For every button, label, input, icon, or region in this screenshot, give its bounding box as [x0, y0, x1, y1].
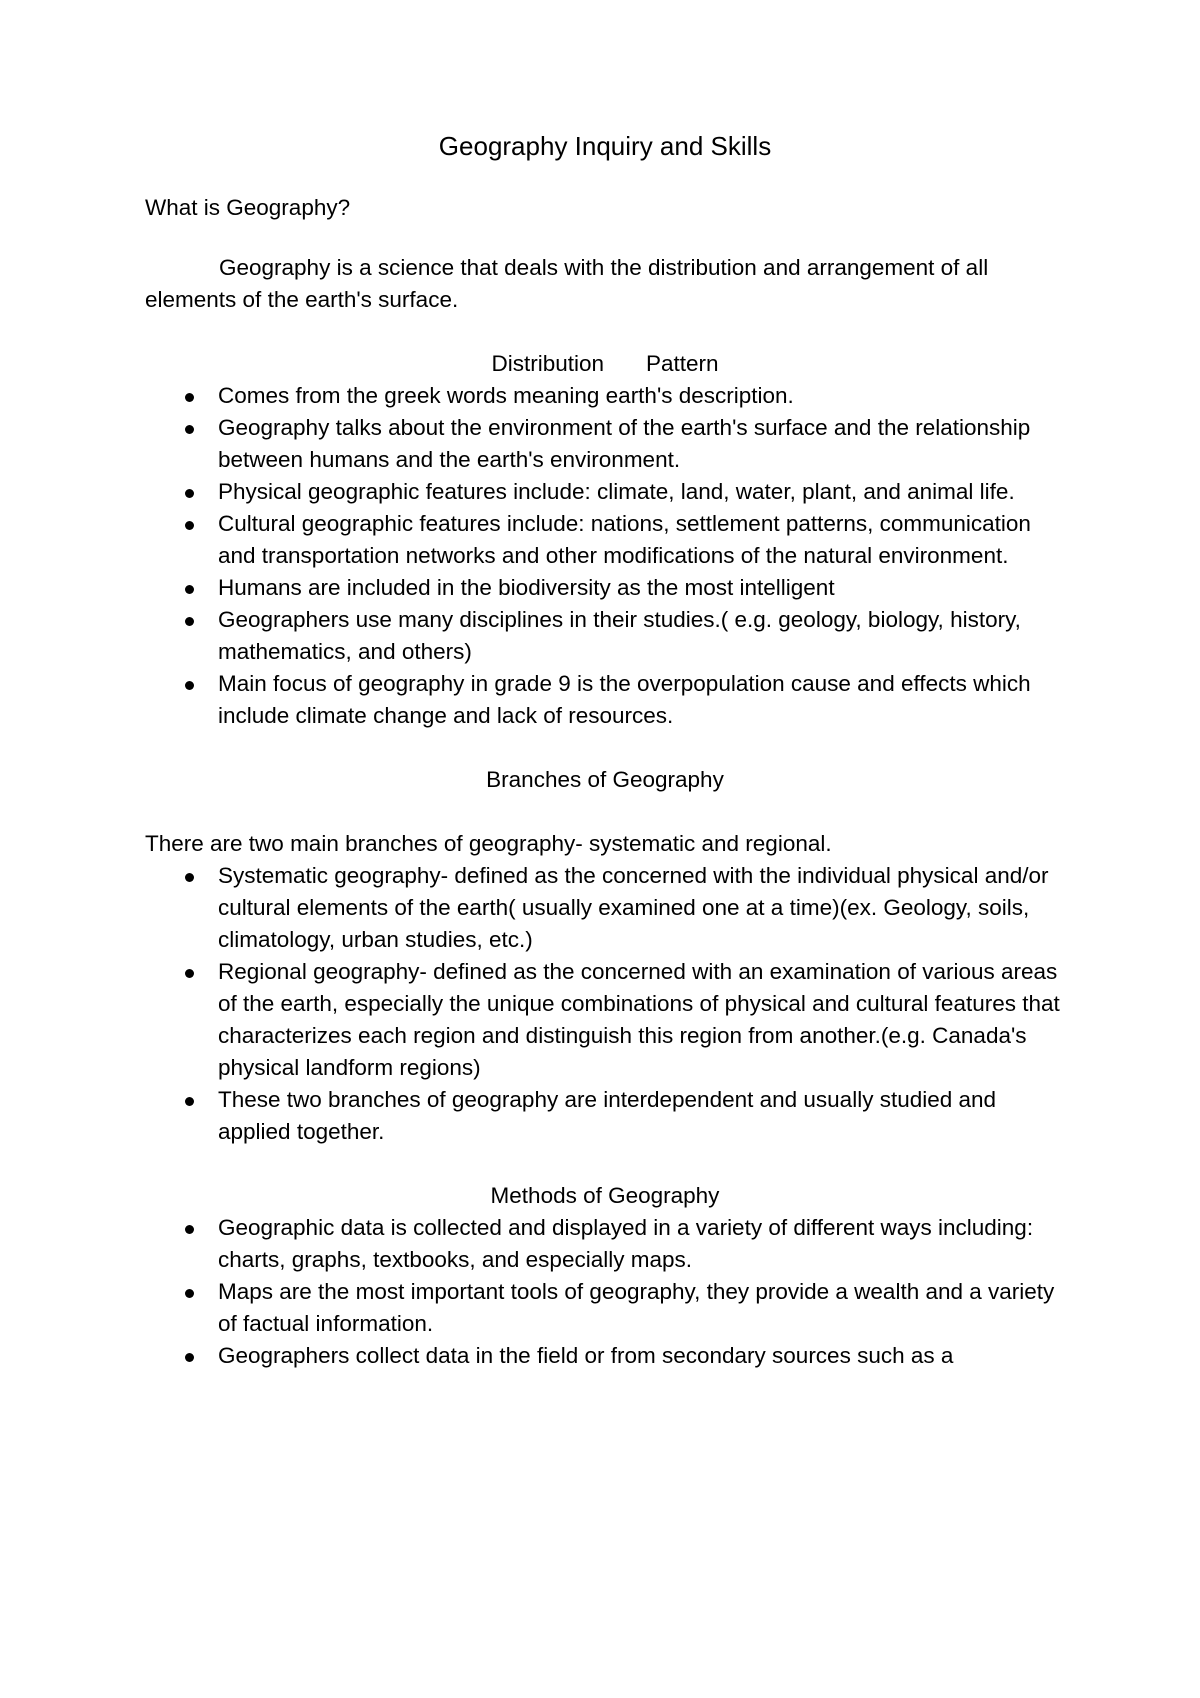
- bullet-icon: [185, 1097, 194, 1106]
- list-item: [145, 1212, 1065, 1276]
- list-item: [145, 1340, 1065, 1372]
- bullet-icon: [185, 873, 194, 882]
- question-heading: What is Geography?: [145, 195, 351, 220]
- list-item-text: Systematic geography- defined as the concerned with the individual physical and/or cultural elements of the earth( usually examined one at a time)(ex. Geology, soils, climatology, urban studies, etc.): [218, 863, 1049, 952]
- list-item: [145, 380, 1065, 412]
- list-item-text: Geography talks about the environment of the earth's surface and the relationship between humans and the earth's environment.: [218, 415, 1031, 472]
- bullet-icon: [185, 489, 194, 498]
- list-item: [145, 1084, 1065, 1148]
- bullet-icon: [185, 1225, 194, 1234]
- bullet-icon: [185, 617, 194, 626]
- distribution-pattern-line: [145, 348, 1065, 380]
- bullet-icon: [185, 1353, 194, 1362]
- list-item-text: Geographers use many disciplines in their studies.( e.g. geology, biology, history, mathematics, and others): [218, 607, 1021, 664]
- list-item: [145, 860, 1065, 956]
- document-title: Geography Inquiry and Skills: [438, 131, 772, 161]
- list-item: [145, 668, 1065, 732]
- methods-heading: Methods of Geography: [490, 1183, 720, 1208]
- list-item-text: Geographic data is collected and displayed in a variety of different ways including: charts, graphs, textbooks, and especially maps.: [218, 1215, 1034, 1272]
- list-item: [145, 1276, 1065, 1340]
- list-item-text: Maps are the most important tools of geography, they provide a wealth and a variety of factual information.: [218, 1279, 1055, 1336]
- bullet-icon: [185, 393, 194, 402]
- bullet-icon: [185, 1289, 194, 1298]
- document-body: [145, 128, 1065, 1372]
- list-item: [145, 604, 1065, 668]
- bullet-icon: [185, 521, 194, 530]
- list-item-text: Geographers collect data in the field or from secondary sources such as a: [218, 1343, 954, 1368]
- list-item: [145, 572, 1065, 604]
- bullet-icon: [185, 585, 194, 594]
- list-item: [145, 476, 1065, 508]
- pattern-label: Pattern: [646, 351, 719, 376]
- list-item-text: Regional geography- defined as the concerned with an examination of various areas of the earth, especially the unique combinations of physical and cultural features that characterizes each region and distinguish this region from another.(e.g. Canada's physical landform regions): [218, 959, 1060, 1080]
- list-item-text: Comes from the greek words meaning earth's description.: [218, 383, 794, 408]
- list-item-text: Humans are included in the biodiversity as the most intelligent: [218, 575, 835, 600]
- list-item-text: Cultural geographic features include: nations, settlement patterns, communication and transportation networks and other modifications of the natural environment.: [218, 511, 1031, 568]
- methods-bullet-list: [145, 1212, 1065, 1372]
- list-item-text: These two branches of geography are interdependent and usually studied and applied together.: [218, 1087, 997, 1144]
- list-item: [145, 412, 1065, 476]
- bullet-icon: [185, 425, 194, 434]
- branches-intro: There are two main branches of geography- systematic and regional.: [145, 831, 832, 856]
- definition-paragraph: Geography is a science that deals with the distribution and arrangement of all elements of the earth's surface.: [145, 255, 989, 312]
- distribution-label: Distribution: [491, 351, 604, 376]
- list-item: [145, 508, 1065, 572]
- list-item-text: Physical geographic features include: climate, land, water, plant, and animal life.: [218, 479, 1015, 504]
- branches-bullet-list: [145, 860, 1065, 1148]
- intro-bullet-list: [145, 380, 1065, 732]
- list-item: [145, 956, 1065, 1084]
- bullet-icon: [185, 681, 194, 690]
- list-item-text: Main focus of geography in grade 9 is the overpopulation cause and effects which include climate change and lack of resources.: [218, 671, 1031, 728]
- branches-heading: Branches of Geography: [486, 767, 724, 792]
- bullet-icon: [185, 969, 194, 978]
